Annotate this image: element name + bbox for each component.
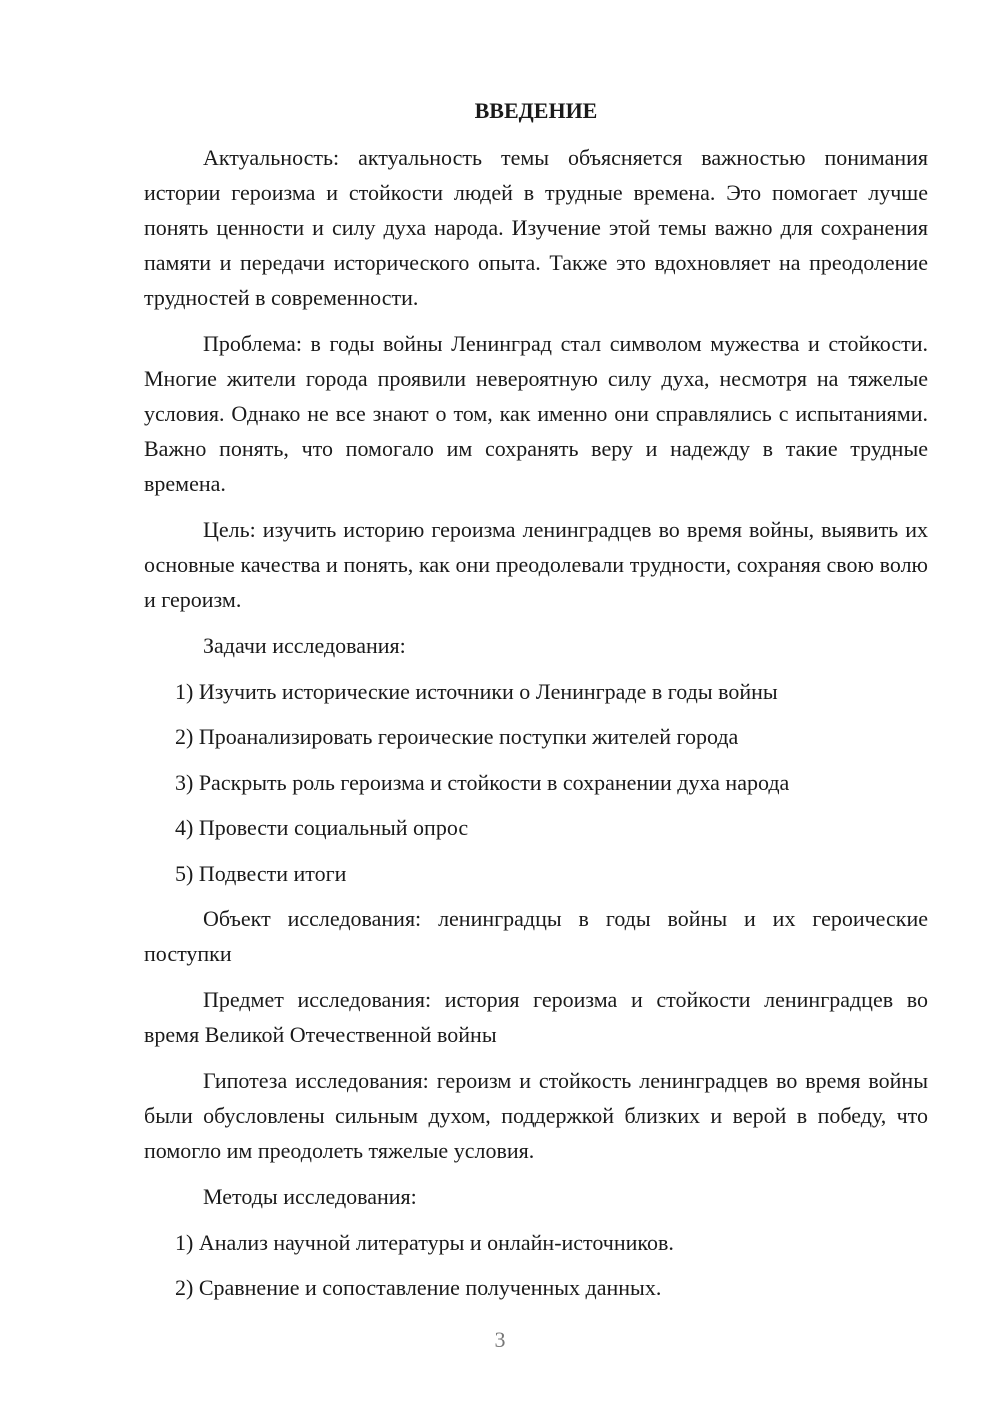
paragraph-relevance: Актуальность: актуальность темы объясняется важностью понимания истории героизма и стойкости людей в трудные времена. Это помогает лучше понять ценности и силу духа народа. Изучение этой темы важно для сохранения памяти и передачи исторического опыта. Также это вдохновляет на преодоление трудностей в современности.: [144, 145, 928, 310]
paragraph-subject: Предмет исследования: история героизма и стойкости ленинградцев во время Великой Отечественной войны: [144, 987, 928, 1047]
method-item-2: 2) Сравнение и сопоставление полученных данных.: [175, 1275, 662, 1300]
tasks-header: Задачи исследования:: [203, 633, 406, 658]
paragraph-goal: Цель: изучить историю героизма ленинградцев во время войны, выявить их основные качества и понять, как они преодолевали трудности, сохраняя свою волю и героизм.: [144, 517, 928, 612]
task-item-5: 5) Подвести итоги: [175, 860, 347, 886]
task-item-3: 3) Раскрыть роль героизма и стойкости в сохранении духа народа: [175, 769, 790, 795]
paragraph-problem: Проблема: в годы войны Ленинград стал символом мужества и стойкости. Многие жители города проявили невероятную силу духа, несмотря на тяжелые условия. Однако не все знают о том, как именно они справлялись с испытаниями. Важно понять, что помогало им сохранять веру и надежду в такие трудные времена.: [144, 331, 928, 496]
page-number: 3: [494, 1327, 506, 1352]
document-page: [144, 96, 928, 1316]
methods-header: Методы исследования:: [203, 1184, 417, 1209]
method-item-1: 1) Анализ научной литературы и онлайн-источников.: [175, 1229, 674, 1255]
paragraph-hypothesis: Гипотеза исследования: героизм и стойкость ленинградцев во время войны были обусловлены сильным духом, поддержкой близких и верой в победу, что помогло им преодолеть тяжелые условия.: [144, 1068, 928, 1163]
task-item-4: 4) Провести социальный опрос: [175, 815, 469, 840]
section-title: ВВЕДЕНИЕ: [474, 98, 598, 123]
task-item-1: 1) Изучить исторические источники о Ленинграде в годы войны: [175, 678, 778, 704]
task-item-2: 2) Проанализировать героические поступки жителей города: [175, 724, 739, 749]
paragraph-object: Объект исследования: ленинградцы в годы войны и их героические поступки: [144, 906, 928, 966]
